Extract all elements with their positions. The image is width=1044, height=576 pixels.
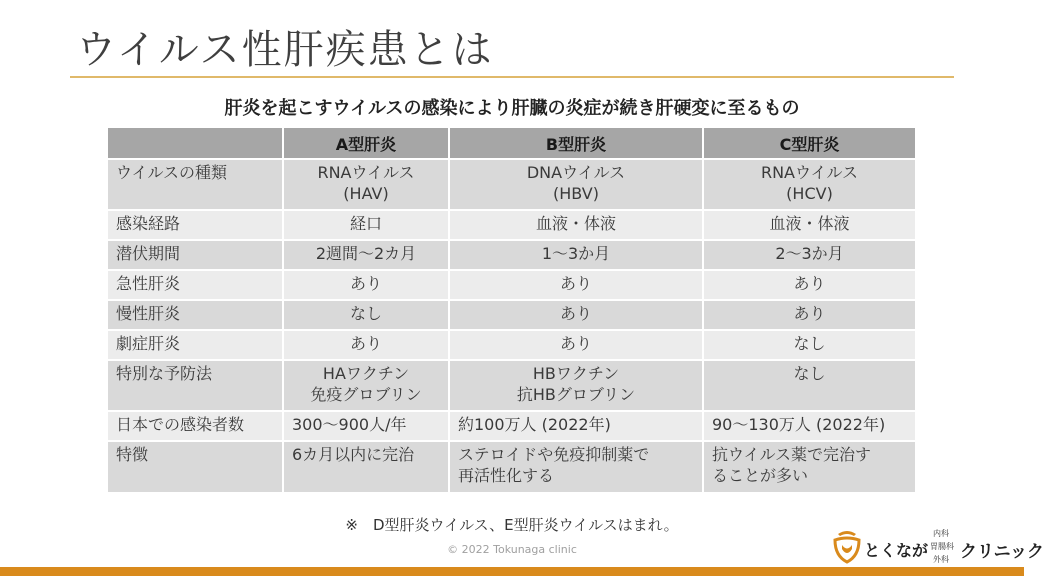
table-row (108, 210, 916, 240)
table-cell (283, 441, 449, 492)
cell-text: HAワクチン (322, 364, 410, 383)
cell-text: (HAV) (343, 184, 389, 203)
row-label: 潜伏期間 (108, 240, 283, 270)
table-cell (449, 411, 703, 441)
row-label: 特徴 (108, 441, 283, 492)
table-cell (449, 300, 703, 330)
cell-text: 抗ウイルス薬で完治す (712, 445, 872, 464)
table-cell (449, 270, 703, 300)
cell-text: RNAウイルス (760, 163, 859, 182)
row-label: 劇症肝炎 (108, 330, 283, 360)
logo-clinic-word: クリニック (960, 542, 1044, 562)
table-cell (703, 411, 916, 441)
cell-text: なし (793, 364, 826, 383)
header-cell-corner (108, 128, 283, 159)
table-cell (283, 210, 449, 240)
cell-text: 2～3か月 (775, 244, 844, 263)
cell-text: 経口 (349, 214, 382, 233)
cell-text: ステロイドや免疫抑制薬で (458, 445, 650, 464)
row-label: ウイルスの種類 (108, 159, 283, 210)
table-row (108, 240, 916, 270)
table-cell (283, 411, 449, 441)
cell-text: 血液・体液 (769, 214, 850, 233)
table-cell (283, 330, 449, 360)
cell-text: (HBV) (553, 184, 599, 203)
cell-text: HBワクチン (532, 364, 620, 383)
table-row (108, 159, 916, 210)
cell-text: 6カ月以内に完治 (292, 445, 415, 464)
table-cell (703, 330, 916, 360)
table-cell (703, 300, 916, 330)
header-cell-hepatitis-b: B型肝炎 (449, 128, 703, 159)
row-label: 特別な予防法 (108, 360, 283, 411)
cell-text: 1～3か月 (541, 244, 611, 263)
cell-text: 300～900人/年 (292, 415, 407, 434)
cell-text: あり (349, 334, 382, 353)
table-cell (283, 159, 449, 210)
table-cell (283, 360, 449, 411)
cell-text: あり (793, 304, 826, 323)
row-label: 日本での感染者数 (108, 411, 283, 441)
footer-accent-bar (0, 567, 1024, 576)
table-cell (283, 270, 449, 300)
table-row (108, 411, 916, 441)
table-cell (449, 240, 703, 270)
table-row (108, 441, 916, 492)
table-cell (703, 159, 916, 210)
slide-title: ウイルス性肝疾患とは (76, 27, 494, 73)
footnote: ※ D型肝炎ウイルス、E型肝炎ウイルスはまれ。 (345, 516, 679, 534)
hepatitis-comparison-table (108, 128, 917, 492)
header-cell-hepatitis-a: A型肝炎 (283, 128, 449, 159)
cell-text: あり (559, 274, 592, 293)
clinic-emblem-icon (832, 530, 862, 564)
cell-text: あり (349, 274, 382, 293)
cell-text: ることが多い (712, 466, 809, 485)
header-cell-hepatitis-c: C型肝炎 (703, 128, 916, 159)
cell-text: 約100万人 (2022年) (458, 415, 611, 434)
table-cell (703, 360, 916, 411)
table-cell (703, 210, 916, 240)
copyright-text: © 2022 Tokunaga clinic (447, 543, 577, 556)
cell-text: DNAウイルス (526, 163, 626, 182)
clinic-logo (832, 528, 1044, 566)
table-cell (449, 441, 703, 492)
cell-text: なし (793, 334, 826, 353)
table-cell (449, 159, 703, 210)
table-row (108, 360, 916, 411)
table-row (108, 270, 916, 300)
cell-text: 2週間～2カ月 (315, 244, 417, 263)
slide-subtitle: 肝炎を起こすウイルスの感染により肝臓の炎症が続き肝硬変に至るもの (224, 98, 800, 119)
table-row (108, 300, 916, 330)
row-label: 急性肝炎 (108, 270, 283, 300)
table-cell (703, 240, 916, 270)
cell-text: 血液・体液 (535, 214, 616, 233)
logo-dept-internal: 内科 (933, 529, 949, 538)
logo-dept-surgery: 外科 (933, 555, 949, 564)
table-row (108, 330, 916, 360)
table-cell (703, 270, 916, 300)
cell-text: あり (559, 304, 592, 323)
cell-text: あり (559, 334, 592, 353)
cell-text: 抗HBグロブリン (516, 385, 636, 404)
cell-text: 免疫グロブリン (310, 385, 422, 404)
table-cell (283, 300, 449, 330)
cell-text: RNAウイルス (317, 163, 415, 182)
logo-clinic-name: とくなが (864, 541, 929, 560)
table-cell (283, 240, 449, 270)
table-cell (449, 360, 703, 411)
logo-dept-gastro: 胃腸科 (930, 542, 954, 551)
table-cell (703, 441, 916, 492)
cell-text: 再活性化する (458, 466, 555, 485)
table-cell (449, 330, 703, 360)
table-cell (449, 210, 703, 240)
table-header-row (108, 128, 916, 159)
cell-text: (HCV) (786, 184, 833, 203)
row-label: 慢性肝炎 (108, 300, 283, 330)
cell-text: あり (793, 274, 826, 293)
cell-text: 90～130万人 (2022年) (712, 415, 886, 434)
title-divider (70, 76, 954, 78)
cell-text: なし (349, 304, 382, 323)
row-label: 感染経路 (108, 210, 283, 240)
